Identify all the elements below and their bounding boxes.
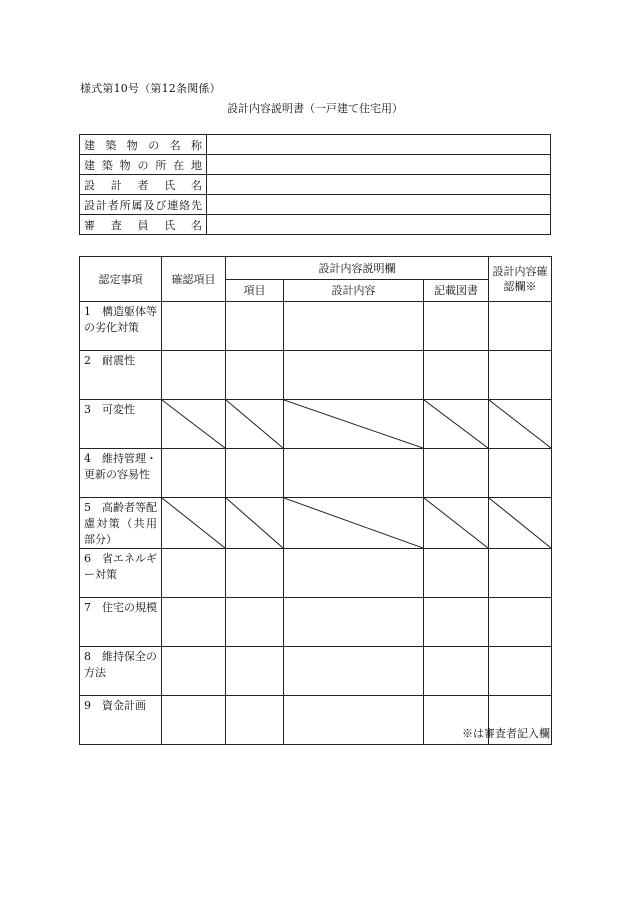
header-design-description-group: 設計内容説明欄 — [226, 257, 489, 280]
design-content-cell[interactable] — [284, 449, 424, 498]
design-content-cell — [284, 498, 424, 549]
table-row — [80, 498, 552, 549]
info-value-cell[interactable] — [207, 135, 551, 155]
strike-diagonal — [284, 498, 423, 548]
info-label-cell — [80, 195, 207, 215]
check-item-cell — [162, 498, 226, 549]
drawings-cell[interactable] — [424, 351, 489, 400]
info-value-cell[interactable] — [207, 215, 551, 235]
info-label-cell — [80, 175, 207, 195]
header-drawings: 記載図書 — [424, 279, 489, 302]
confirmation-cell[interactable] — [489, 647, 552, 696]
document-title: 設計内容説明書（一戸建て住宅用） — [227, 102, 403, 115]
info-label-cell — [80, 155, 207, 175]
table-row — [80, 647, 552, 696]
info-label: 設 計 者 氏 名 — [84, 178, 202, 192]
header-certification-item: 認定事項 — [80, 257, 162, 302]
sub-item-cell[interactable] — [226, 598, 284, 647]
check-item-cell[interactable] — [162, 351, 226, 400]
design-content-cell[interactable] — [284, 302, 424, 351]
info-row — [80, 155, 551, 175]
info-value-cell[interactable] — [207, 175, 551, 195]
info-row — [80, 215, 551, 235]
basic-info-table — [79, 134, 551, 235]
strike-diagonal — [489, 498, 551, 548]
header-sub-item: 項目 — [226, 279, 284, 302]
header-confirmation: 設計内容確認欄※ — [489, 257, 552, 302]
check-item-cell — [162, 400, 226, 449]
confirmation-cell[interactable] — [489, 302, 552, 351]
info-label: 建 築 物 の 所 在 地 — [84, 158, 202, 172]
table-row — [80, 598, 552, 647]
check-item-cell[interactable] — [162, 449, 226, 498]
reviewer-note: ※は審査者記入欄 — [462, 727, 550, 740]
info-label-cell — [80, 215, 207, 235]
table-row — [80, 400, 552, 449]
certification-item-label: 3 可変性 — [80, 400, 162, 449]
drawings-cell[interactable] — [424, 302, 489, 351]
strike-diagonal — [424, 400, 488, 448]
table-row — [80, 351, 552, 400]
info-value-cell[interactable] — [207, 195, 551, 215]
sub-item-cell[interactable] — [226, 351, 284, 400]
info-row — [80, 195, 551, 215]
design-content-cell[interactable] — [284, 351, 424, 400]
table-row — [80, 449, 552, 498]
sub-item-cell[interactable] — [226, 449, 284, 498]
form-number: 様式第10号（第12条関係） — [80, 82, 221, 95]
info-row — [80, 175, 551, 195]
drawings-cell[interactable] — [424, 549, 489, 598]
strike-diagonal — [424, 498, 488, 548]
certification-item-label: 6 省エネルギー対策 — [80, 549, 162, 598]
certification-item-label: 8 維持保全の方法 — [80, 647, 162, 696]
strike-diagonal — [226, 400, 283, 448]
sub-item-cell[interactable] — [226, 549, 284, 598]
info-label: 設計者所属及び連絡先 — [84, 198, 202, 212]
sub-item-cell[interactable] — [226, 302, 284, 351]
check-item-cell[interactable] — [162, 647, 226, 696]
strike-diagonal — [162, 400, 225, 448]
certification-item-label: 2 耐震性 — [80, 351, 162, 400]
drawings-cell — [424, 498, 489, 549]
info-label: 審 査 員 氏 名 — [84, 218, 202, 232]
certification-item-label: 4 維持管理・更新の容易性 — [80, 449, 162, 498]
strike-diagonal — [284, 400, 423, 448]
confirmation-cell[interactable] — [489, 549, 552, 598]
design-content-cell[interactable] — [284, 598, 424, 647]
certification-item-label: 7 住宅の規模 — [80, 598, 162, 647]
certification-item-label: 5 高齢者等配慮対策（共用部分） — [80, 498, 162, 549]
confirmation-cell[interactable] — [489, 598, 552, 647]
design-content-cell — [284, 400, 424, 449]
drawings-cell[interactable] — [424, 449, 489, 498]
sub-item-cell — [226, 498, 284, 549]
strike-diagonal — [162, 498, 225, 548]
info-row — [80, 135, 551, 155]
strike-diagonal — [489, 400, 551, 448]
drawings-cell[interactable] — [424, 647, 489, 696]
check-item-cell[interactable] — [162, 302, 226, 351]
header-check-item: 確認項目 — [162, 257, 226, 302]
sub-item-cell[interactable] — [226, 647, 284, 696]
certification-item-label: 1 構造躯体等の劣化対策 — [80, 302, 162, 351]
design-content-cell[interactable] — [284, 549, 424, 598]
confirmation-cell[interactable] — [489, 351, 552, 400]
info-label: 建 築 物 の 名 称 — [84, 138, 202, 152]
header-design-content: 設計内容 — [284, 279, 424, 302]
table-row — [80, 549, 552, 598]
info-label-cell — [80, 135, 207, 155]
info-value-cell[interactable] — [207, 155, 551, 175]
certification-item-label: 9 資金計画 — [80, 696, 162, 745]
check-item-cell[interactable] — [162, 549, 226, 598]
design-description-table — [79, 256, 552, 745]
drawings-cell[interactable] — [424, 598, 489, 647]
strike-diagonal — [226, 498, 283, 548]
design-content-cell[interactable] — [284, 647, 424, 696]
confirmation-cell — [489, 400, 552, 449]
drawings-cell — [424, 400, 489, 449]
confirmation-cell[interactable] — [489, 449, 552, 498]
table-row — [80, 302, 552, 351]
sub-item-cell — [226, 400, 284, 449]
check-item-cell[interactable] — [162, 598, 226, 647]
confirmation-cell — [489, 498, 552, 549]
